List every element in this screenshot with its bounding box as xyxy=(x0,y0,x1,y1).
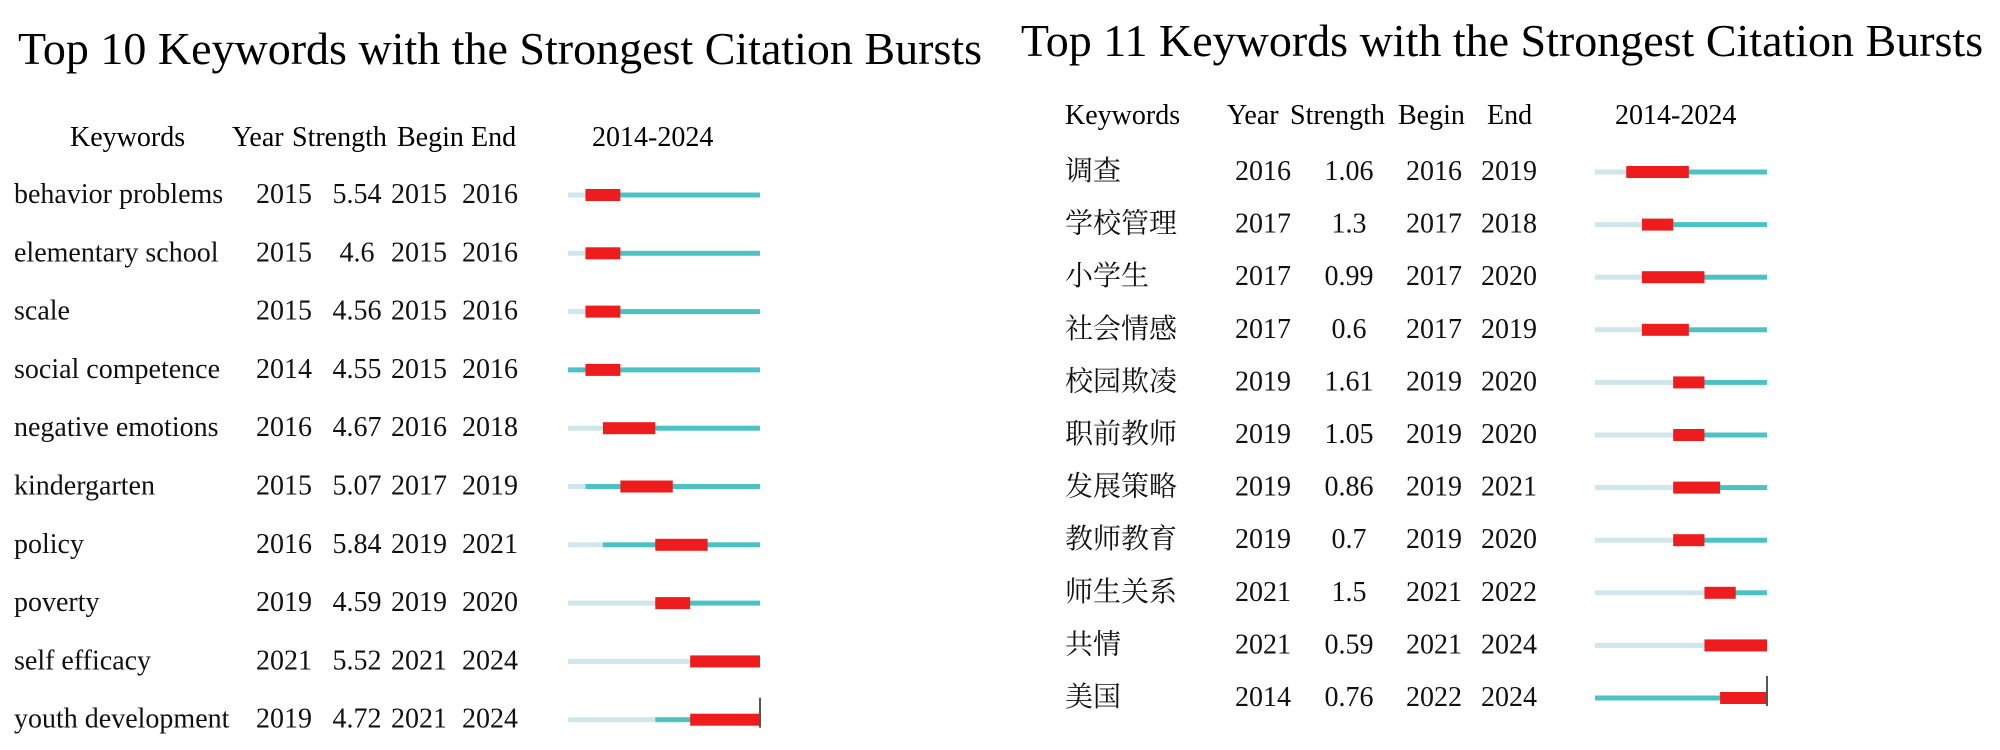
burst-bar xyxy=(1673,534,1704,546)
table-row xyxy=(14,354,760,385)
burst-bar xyxy=(1704,639,1767,651)
keyword-label: 校园欺凌 xyxy=(1065,366,1178,398)
keyword-label: self efficacy xyxy=(14,645,152,677)
end-value: 2020 xyxy=(1481,366,1537,398)
keyword-label: 职前教师 xyxy=(1065,419,1178,450)
begin-value: 2021 xyxy=(1406,576,1462,608)
keyword-label: youth development xyxy=(14,703,230,735)
end-value: 2016 xyxy=(462,179,518,210)
header-end: End xyxy=(1487,100,1533,131)
strength-value: 0.76 xyxy=(1324,682,1374,713)
table-row xyxy=(14,704,760,735)
end-value: 2021 xyxy=(462,528,518,560)
keyword-label: 学校管理 xyxy=(1065,208,1178,240)
begin-value: 2017 xyxy=(1406,313,1462,345)
header-range: 2014-2024 xyxy=(1615,100,1737,131)
strength-value: 1.05 xyxy=(1324,419,1374,450)
header-range: 2014-2024 xyxy=(592,122,714,153)
timeline-inactive-segment xyxy=(568,601,655,606)
burst-bar xyxy=(1626,166,1689,178)
begin-value: 2015 xyxy=(391,295,447,327)
year-value: 2014 xyxy=(256,353,312,385)
year-value: 2017 xyxy=(1235,208,1291,240)
year-value: 2015 xyxy=(256,470,312,502)
keyword-label: 师生关系 xyxy=(1065,576,1178,608)
strength-value: 4.72 xyxy=(332,703,382,735)
strength-value: 4.56 xyxy=(332,295,382,327)
burst-bar xyxy=(655,597,690,609)
burst-bar xyxy=(1704,587,1735,599)
year-value: 2019 xyxy=(1235,419,1291,450)
begin-value: 2017 xyxy=(1406,261,1462,293)
table-row xyxy=(1065,576,1767,608)
burst-bar xyxy=(1720,692,1767,704)
keyword-label: policy xyxy=(14,528,84,560)
end-value: 2016 xyxy=(462,237,518,269)
header-keywords: Keywords xyxy=(70,122,186,153)
burst-bar xyxy=(1642,324,1689,336)
table-row xyxy=(1065,418,1767,450)
table-row xyxy=(14,179,760,210)
year-value: 2015 xyxy=(256,295,312,327)
timeline-inactive-segment xyxy=(1595,485,1673,490)
end-value: 2020 xyxy=(1481,524,1537,556)
end-value: 2024 xyxy=(1481,682,1537,713)
strength-value: 5.07 xyxy=(332,470,382,502)
timeline-inactive-segment xyxy=(568,717,655,722)
strength-value: 1.61 xyxy=(1324,366,1374,398)
strength-value: 4.6 xyxy=(339,237,375,269)
begin-value: 2015 xyxy=(391,237,447,269)
burst-bar xyxy=(603,422,655,434)
keyword-label: elementary school xyxy=(14,237,219,269)
burst-bar xyxy=(585,247,620,259)
year-value: 2021 xyxy=(256,645,312,677)
keyword-label: kindergarten xyxy=(14,470,155,502)
year-value: 2015 xyxy=(256,237,312,269)
burst-bar xyxy=(1673,376,1704,388)
timeline-inactive-segment xyxy=(1595,275,1642,280)
strength-value: 0.6 xyxy=(1331,313,1367,345)
end-value: 2019 xyxy=(462,470,518,502)
chart-title: Top 11 Keywords with the Strongest Citation Bursts xyxy=(1020,15,1984,66)
timeline-inactive-segment xyxy=(1595,380,1673,385)
begin-value: 2019 xyxy=(1406,471,1462,503)
strength-value: 1.06 xyxy=(1324,156,1374,187)
end-value: 2020 xyxy=(462,587,518,619)
keyword-label: scale xyxy=(14,295,70,327)
begin-value: 2015 xyxy=(391,179,447,210)
burst-bar xyxy=(1642,271,1705,283)
keyword-label: poverty xyxy=(14,587,100,619)
timeline-inactive-segment xyxy=(568,309,585,314)
strength-value: 5.84 xyxy=(332,528,382,560)
keyword-label: 社会情感 xyxy=(1065,313,1178,345)
timeline-inactive-segment xyxy=(568,659,690,664)
end-value: 2016 xyxy=(462,295,518,327)
table-row xyxy=(14,471,760,502)
begin-value: 2019 xyxy=(391,528,447,560)
year-value: 2019 xyxy=(256,703,312,735)
keyword-label: negative emotions xyxy=(14,412,219,444)
year-value: 2019 xyxy=(1235,471,1291,503)
burst-bar xyxy=(620,481,672,493)
strength-value: 4.55 xyxy=(332,353,382,385)
table-row xyxy=(14,529,760,560)
timeline-inactive-segment xyxy=(1595,433,1673,438)
header-year: Year xyxy=(1227,100,1279,131)
end-value: 2022 xyxy=(1481,576,1537,608)
keyword-label: 共情 xyxy=(1065,629,1122,661)
table-row xyxy=(1065,260,1767,292)
table-row xyxy=(1065,628,1767,660)
burst-rows xyxy=(14,179,760,735)
strength-value: 0.99 xyxy=(1324,261,1374,293)
end-value: 2021 xyxy=(1481,471,1537,503)
keyword-label: 美国 xyxy=(1065,682,1122,713)
year-value: 2016 xyxy=(256,528,312,560)
burst-table-english xyxy=(14,23,982,735)
table-row xyxy=(1065,365,1767,397)
header-year: Year xyxy=(232,122,284,153)
burst-bar xyxy=(1642,219,1673,231)
table-row xyxy=(14,645,760,676)
end-value: 2024 xyxy=(462,645,518,677)
begin-value: 2017 xyxy=(391,470,447,502)
keyword-label: 调查 xyxy=(1065,156,1122,187)
table-row xyxy=(1065,155,1767,187)
burst-rows xyxy=(1065,155,1767,713)
end-value: 2019 xyxy=(1481,156,1537,187)
burst-bar xyxy=(585,364,620,376)
timeline-inactive-segment xyxy=(1595,643,1704,648)
begin-value: 2021 xyxy=(1406,629,1462,661)
strength-value: 0.7 xyxy=(1331,524,1367,556)
year-value: 2016 xyxy=(1235,156,1291,187)
year-value: 2017 xyxy=(1235,313,1291,345)
header-strength: Strength xyxy=(1290,100,1385,131)
year-value: 2017 xyxy=(1235,261,1291,293)
begin-value: 2021 xyxy=(391,703,447,735)
header-strength: Strength xyxy=(292,122,387,153)
year-value: 2019 xyxy=(1235,366,1291,398)
burst-bar xyxy=(585,189,620,201)
year-value: 2019 xyxy=(1235,524,1291,556)
table-row xyxy=(1065,471,1767,503)
burst-bar xyxy=(690,714,760,726)
header-end: End xyxy=(471,122,517,153)
timeline-inactive-segment xyxy=(568,193,585,198)
strength-value: 1.5 xyxy=(1331,576,1367,608)
timeline-inactive-segment xyxy=(1595,170,1626,175)
begin-value: 2017 xyxy=(1406,208,1462,240)
year-value: 2021 xyxy=(1235,576,1291,608)
begin-value: 2015 xyxy=(391,353,447,385)
year-value: 2015 xyxy=(256,179,312,210)
strength-value: 1.3 xyxy=(1331,208,1367,240)
end-value: 2016 xyxy=(462,353,518,385)
timeline-inactive-segment xyxy=(1595,222,1642,227)
end-value: 2019 xyxy=(1481,313,1537,345)
burst-bar xyxy=(585,306,620,318)
year-value: 2021 xyxy=(1235,629,1291,661)
strength-value: 0.59 xyxy=(1324,629,1374,661)
year-value: 2019 xyxy=(256,587,312,619)
timeline-inactive-segment xyxy=(568,426,603,431)
end-value: 2024 xyxy=(1481,629,1537,661)
strength-value: 4.59 xyxy=(332,587,382,619)
burst-table-chinese xyxy=(1021,15,1983,713)
begin-value: 2021 xyxy=(391,645,447,677)
strength-value: 4.67 xyxy=(332,412,382,444)
timeline-inactive-segment xyxy=(1595,590,1704,595)
table-row xyxy=(14,237,760,268)
burst-bar xyxy=(690,655,760,667)
strength-value: 5.54 xyxy=(332,179,382,210)
keyword-label: 教师教育 xyxy=(1065,524,1178,556)
strength-value: 0.86 xyxy=(1324,471,1374,503)
chart-title: Top 10 Keywords with the Strongest Citation Bursts xyxy=(17,23,983,74)
keyword-label: 小学生 xyxy=(1065,261,1150,293)
begin-value: 2019 xyxy=(391,587,447,619)
strength-value: 5.52 xyxy=(332,645,382,677)
begin-value: 2019 xyxy=(1406,524,1462,556)
timeline-inactive-segment xyxy=(1595,327,1642,332)
end-value: 2020 xyxy=(1481,261,1537,293)
header-keywords: Keywords xyxy=(1065,100,1181,131)
keyword-label: social competence xyxy=(14,353,221,385)
keyword-label: behavior problems xyxy=(14,179,224,210)
keyword-label: 发展策略 xyxy=(1065,471,1178,503)
header-begin: Begin xyxy=(397,122,464,153)
begin-value: 2016 xyxy=(1406,156,1462,187)
begin-value: 2016 xyxy=(391,412,447,444)
burst-bar xyxy=(655,539,707,551)
begin-value: 2022 xyxy=(1406,682,1462,713)
timeline-inactive-segment xyxy=(1595,538,1673,543)
year-value: 2016 xyxy=(256,412,312,444)
timeline-inactive-segment xyxy=(568,542,603,547)
table-row xyxy=(1065,208,1767,240)
end-value: 2018 xyxy=(462,412,518,444)
end-value: 2020 xyxy=(1481,419,1537,450)
table-row xyxy=(1065,313,1767,345)
begin-value: 2019 xyxy=(1406,419,1462,450)
table-row xyxy=(14,296,760,327)
table-row xyxy=(14,587,760,618)
burst-bar xyxy=(1673,429,1704,441)
begin-value: 2019 xyxy=(1406,366,1462,398)
table-row xyxy=(14,412,760,443)
end-value: 2024 xyxy=(462,703,518,735)
timeline-inactive-segment xyxy=(568,484,585,489)
year-value: 2014 xyxy=(1235,682,1291,713)
table-row xyxy=(1065,523,1767,555)
header-begin: Begin xyxy=(1398,100,1465,131)
end-value: 2018 xyxy=(1481,208,1537,240)
table-row xyxy=(1065,681,1767,713)
burst-bar xyxy=(1673,482,1720,494)
timeline-inactive-segment xyxy=(568,251,585,256)
